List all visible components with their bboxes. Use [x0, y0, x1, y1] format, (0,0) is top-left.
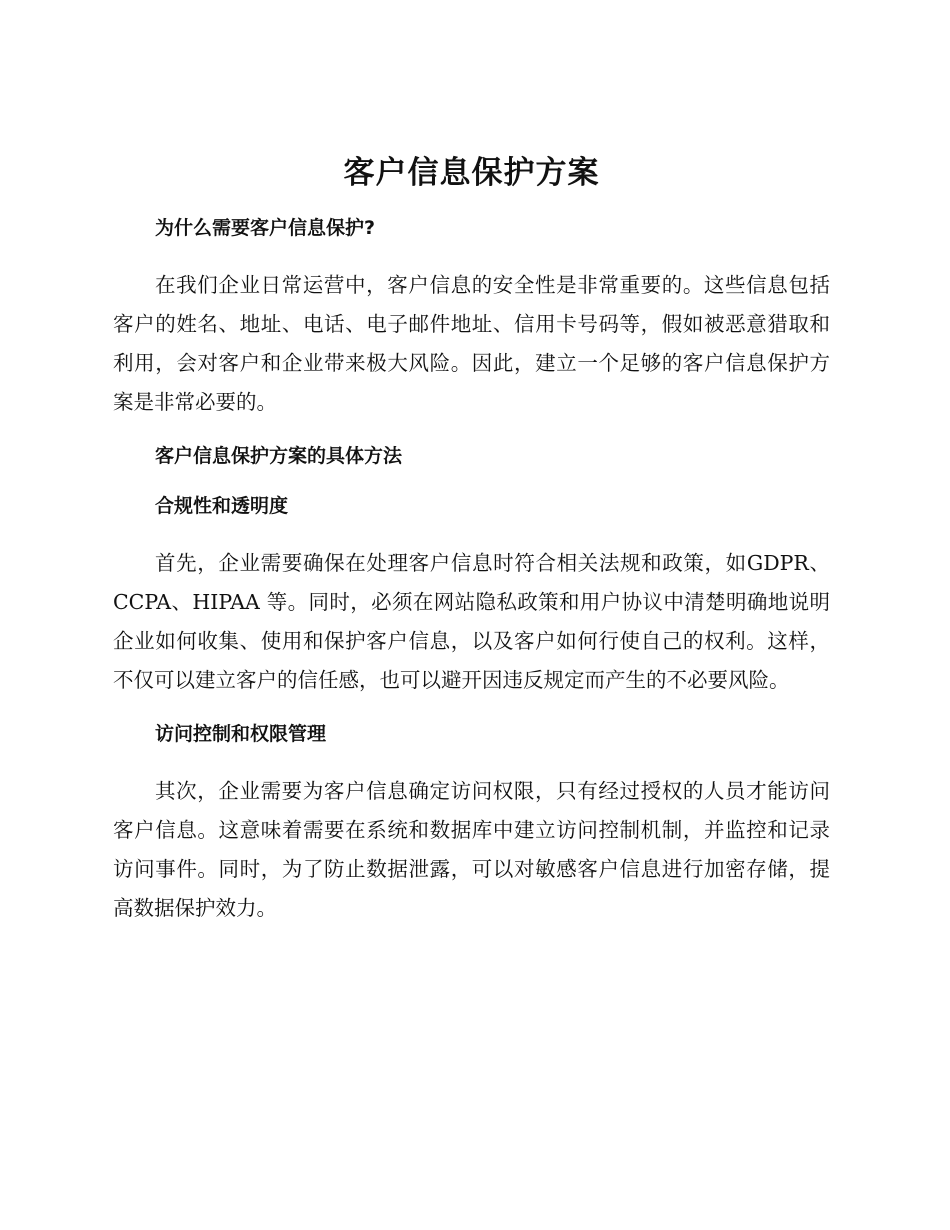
- spacer: [113, 422, 830, 442]
- spacer: [113, 748, 830, 772]
- paragraph-access-control: 其次，企业需要为客户信息确定访问权限，只有经过授权的人员才能访问客户信息。这意味着需要在系统和数据库中建立访问控制机制，并监控和记录访问事件。同时，为了防止数据泄露，可以对敏感客户信息进行加密存储，提高数据保护效力。: [113, 779, 830, 920]
- spacer: [113, 700, 830, 720]
- spacer: [113, 470, 830, 492]
- section-heading-access-control: 访问控制和权限管理: [155, 723, 327, 745]
- section-heading-compliance: 合规性和透明度: [155, 495, 289, 517]
- section-heading-methods: 客户信息保护方案的具体方法: [155, 445, 403, 467]
- spacer: [113, 520, 830, 544]
- paragraph-compliance: 首先，企业需要确保在处理客户信息时符合相关法规和政策，如GDPR、CCPA、HIPAA 等。同时，必须在网站隐私政策和用户协议中清楚明确地说明企业如何收集、使用和保护客户信息，以及客户如何行使自己的权利。这样，不仅可以建立客户的信任感，也可以避开因违反规定而产生的不必要风险。: [113, 551, 830, 692]
- paragraph-why: 在我们企业日常运营中，客户信息的安全性是非常重要的。这些信息包括客户的姓名、地址、电话、电子邮件地址、信用卡号码等，假如被恶意猎取和利用，会对客户和企业带来极大风险。因此，建立一个足够的客户信息保护方案是非常必要的。: [113, 273, 830, 414]
- section-heading-why: 为什么需要客户信息保护?: [155, 217, 376, 239]
- spacer: [113, 242, 830, 266]
- document-title: 客户信息保护方案: [343, 155, 600, 191]
